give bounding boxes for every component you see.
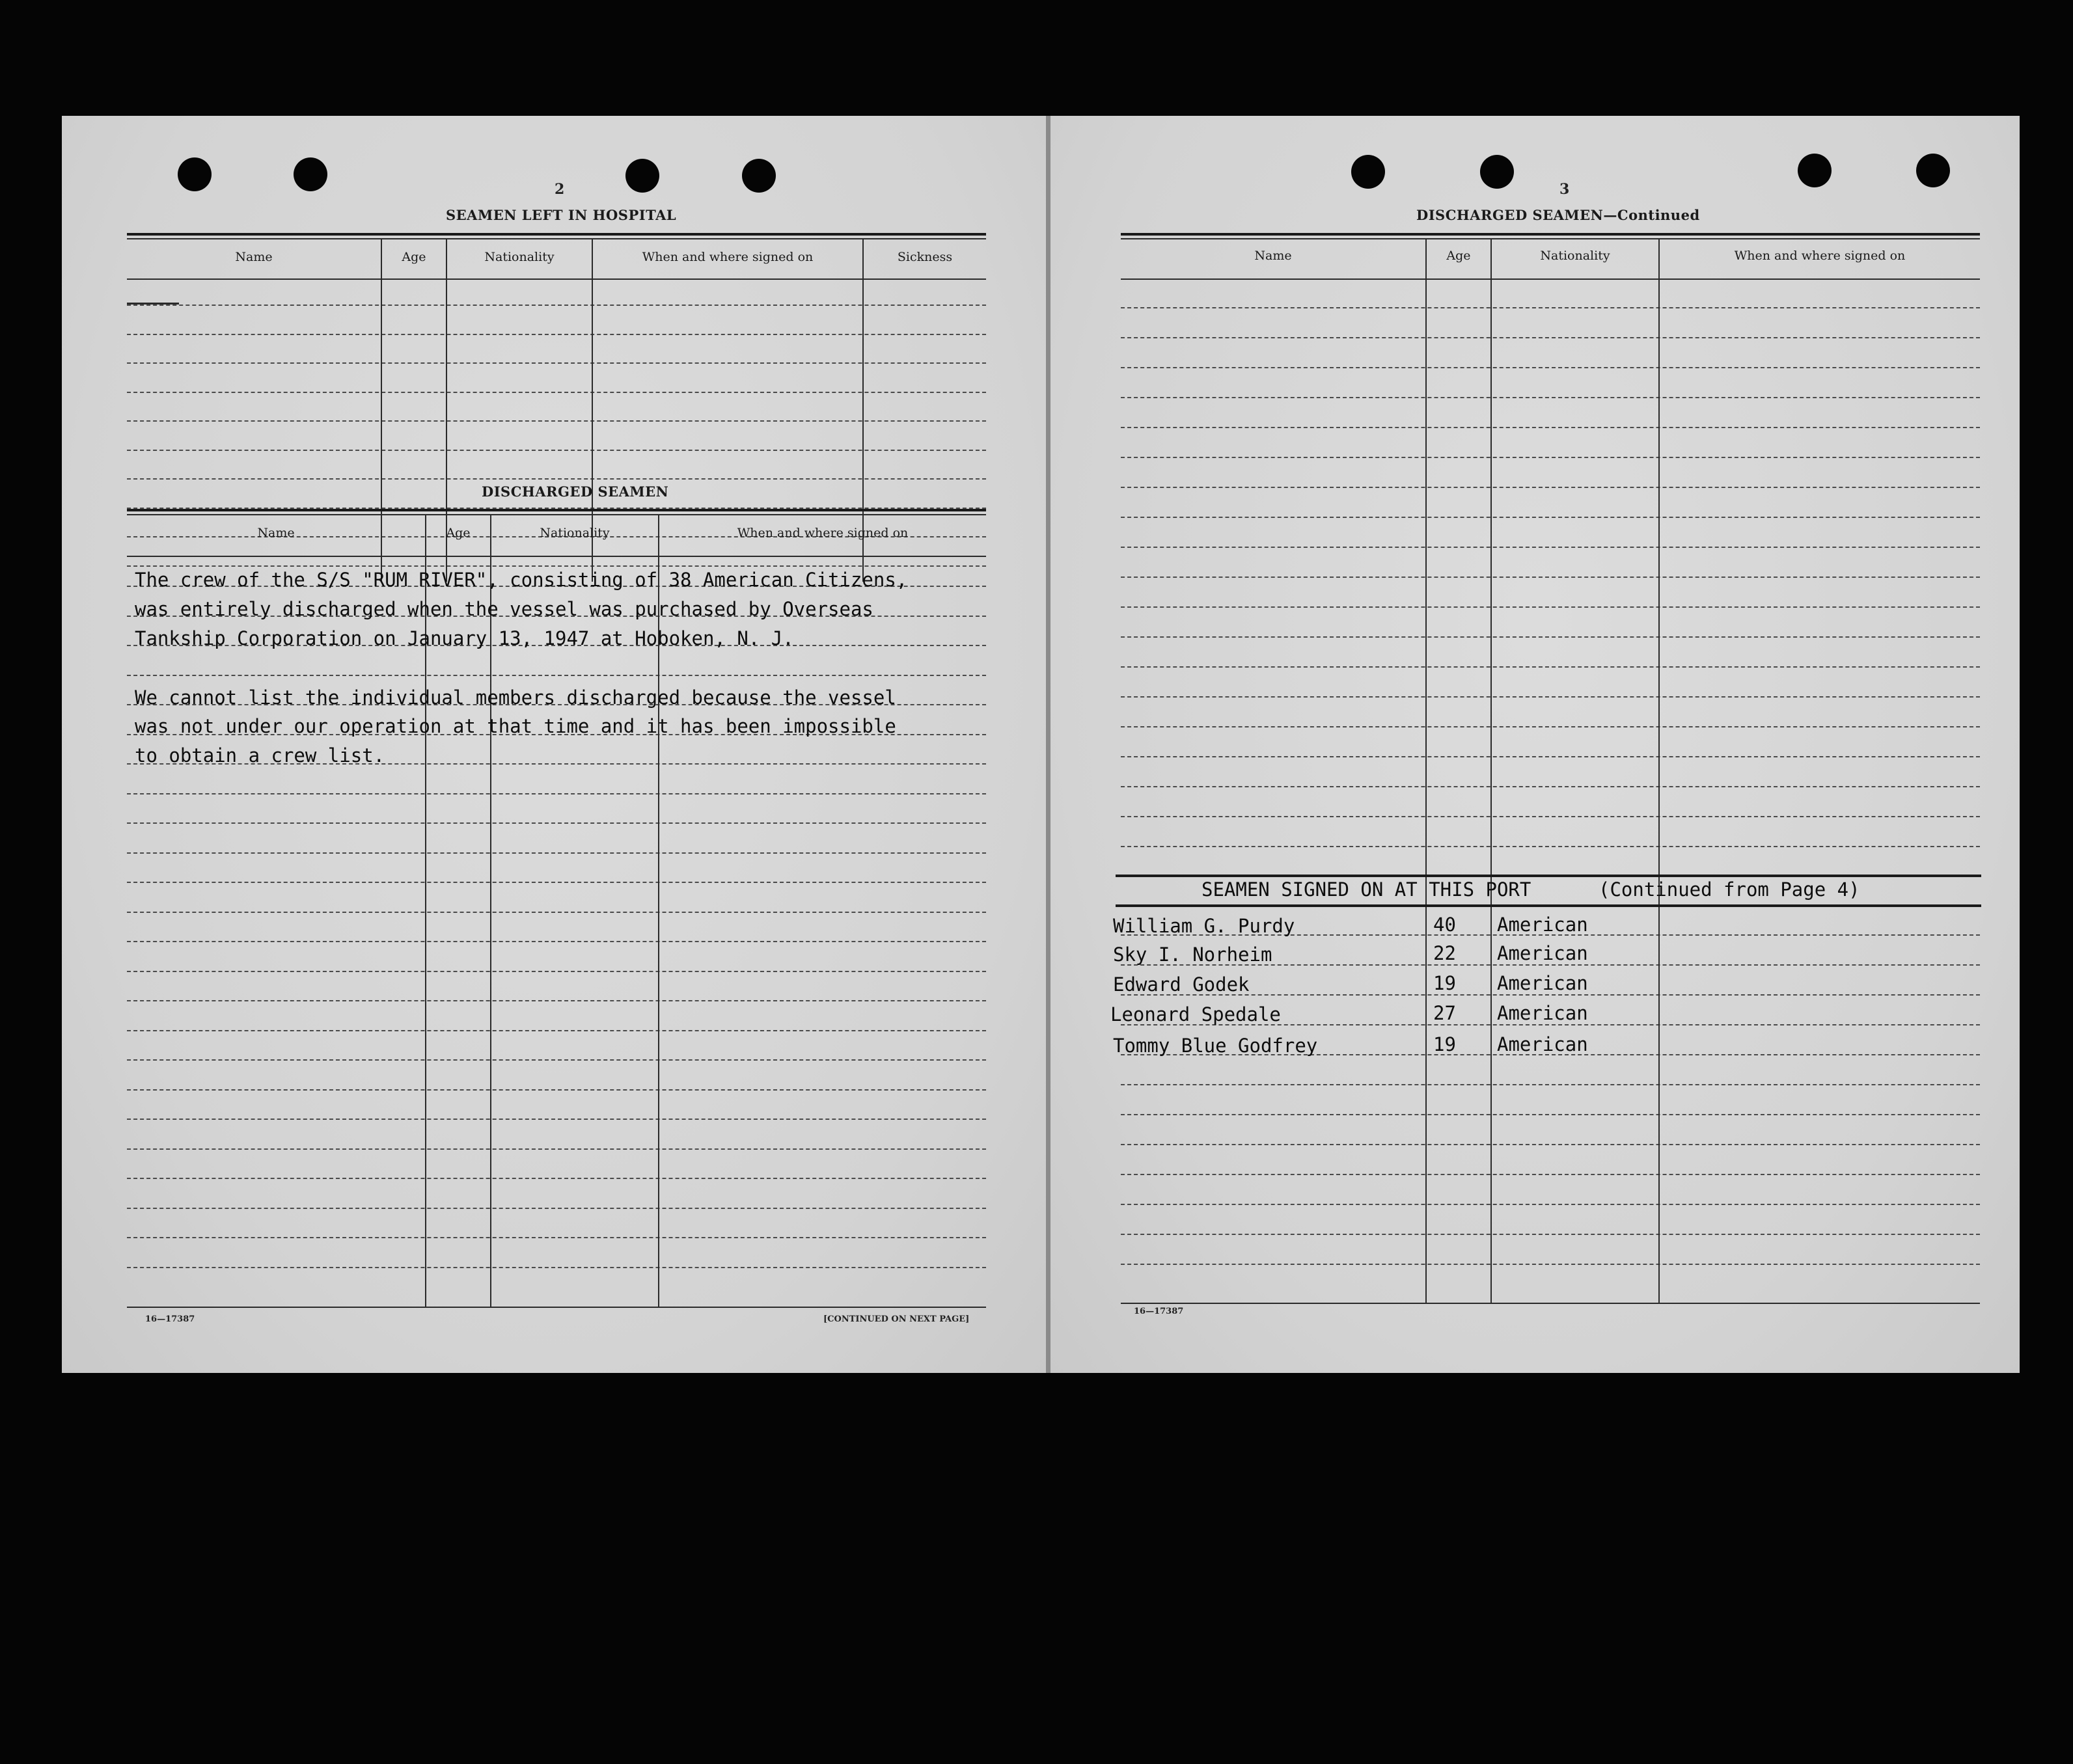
ruled-line bbox=[127, 305, 986, 306]
form-number: 16—17387 bbox=[1134, 1307, 1184, 1316]
ruled-line bbox=[127, 1119, 986, 1120]
seaman-name: William G. Purdy bbox=[1113, 915, 1295, 937]
punch-hole bbox=[1480, 155, 1514, 189]
ruled-line bbox=[1121, 1234, 1980, 1235]
col-signed-on: When and where signed on bbox=[642, 250, 814, 264]
seaman-name: Edward Godek bbox=[1113, 973, 1250, 996]
ruled-line bbox=[127, 565, 986, 567]
page-gutter bbox=[1046, 116, 1050, 1373]
punch-hole bbox=[1351, 155, 1385, 189]
ruled-line bbox=[1121, 636, 1980, 638]
seaman-age: 19 bbox=[1433, 1033, 1456, 1055]
ruled-line bbox=[1121, 606, 1980, 608]
seaman-age: 27 bbox=[1433, 1002, 1456, 1024]
ruled-line bbox=[127, 941, 986, 942]
col-name: Name bbox=[1254, 249, 1292, 263]
form-number: 16—17387 bbox=[145, 1314, 195, 1324]
typed-line: Tankship Corporation on January 13, 1947 at Hoboken, N. J. bbox=[135, 627, 794, 649]
col-nationality: Nationality bbox=[484, 250, 555, 264]
page-number: 3 bbox=[1559, 181, 1570, 198]
ruled-line bbox=[127, 478, 986, 480]
col-age: Age bbox=[402, 250, 426, 264]
signed-on-heading: SEAMEN SIGNED ON AT THIS PORT bbox=[1201, 878, 1531, 901]
seaman-nationality: American bbox=[1497, 942, 1588, 964]
ruled-line bbox=[127, 822, 986, 824]
discharged-continued-title: DISCHARGED SEAMEN—Continued bbox=[1416, 207, 1700, 223]
punch-hole bbox=[1798, 154, 1832, 187]
ruled-line bbox=[1121, 1084, 1980, 1085]
ruled-line bbox=[1121, 367, 1980, 368]
punch-hole bbox=[625, 159, 659, 193]
typed-line: The crew of the S/S "RUM RIVER", consisting of 38 American Citizens, bbox=[135, 569, 908, 591]
punch-hole bbox=[1916, 154, 1950, 187]
typed-line: was not under our operation at that time and it has been impossible bbox=[135, 715, 896, 737]
seaman-nationality: American bbox=[1497, 1002, 1588, 1024]
left-page bbox=[62, 116, 1046, 1373]
col-nationality: Nationality bbox=[540, 526, 610, 540]
col-sickness: Sickness bbox=[897, 250, 953, 264]
ruled-line bbox=[127, 882, 986, 883]
ruled-line bbox=[127, 334, 986, 335]
seaman-nationality: American bbox=[1497, 1033, 1588, 1055]
ruled-line bbox=[1121, 1174, 1980, 1175]
seaman-age: 40 bbox=[1433, 914, 1456, 936]
punch-hole bbox=[178, 157, 212, 191]
ruled-line bbox=[1121, 666, 1980, 668]
ruled-line bbox=[127, 392, 986, 393]
seaman-age: 22 bbox=[1433, 942, 1456, 964]
typed-line: We cannot list the individual members discharged because the vessel bbox=[135, 686, 896, 709]
continued-note: [CONTINUED ON NEXT PAGE] bbox=[823, 1314, 970, 1324]
ruled-line bbox=[127, 971, 986, 972]
ruled-line bbox=[1121, 337, 1980, 338]
col-name: Name bbox=[257, 526, 295, 540]
col-name: Name bbox=[235, 250, 273, 264]
ruled-line bbox=[1121, 487, 1980, 488]
seaman-name: Tommy Blue Godfrey bbox=[1113, 1035, 1318, 1057]
ruled-line bbox=[127, 450, 986, 451]
ruled-line bbox=[127, 675, 986, 676]
ruled-line bbox=[127, 793, 986, 794]
ruled-line bbox=[1121, 547, 1980, 548]
ruled-line bbox=[1121, 994, 1980, 996]
page-number: 2 bbox=[555, 181, 565, 198]
ruled-line bbox=[1121, 307, 1980, 308]
ruled-line bbox=[1121, 1114, 1980, 1115]
ruled-line bbox=[127, 1089, 986, 1091]
ruled-line bbox=[127, 420, 986, 422]
punch-hole bbox=[742, 159, 776, 193]
ruled-line bbox=[1121, 756, 1980, 757]
ruled-line bbox=[1121, 1204, 1980, 1205]
ruled-line bbox=[127, 1237, 986, 1238]
discharged-section-title: DISCHARGED SEAMEN bbox=[482, 483, 669, 500]
ruled-line bbox=[1121, 397, 1980, 398]
ruled-line bbox=[1121, 726, 1980, 727]
ruled-line bbox=[1121, 1264, 1980, 1265]
ruled-line bbox=[1121, 1144, 1980, 1145]
ruled-line bbox=[1121, 427, 1980, 428]
ruled-line bbox=[1121, 696, 1980, 698]
ruled-line bbox=[127, 1178, 986, 1179]
punch-hole bbox=[294, 157, 327, 191]
ruled-line bbox=[1121, 577, 1980, 578]
ruled-line bbox=[127, 1267, 986, 1268]
col-signed-on: When and where signed on bbox=[1734, 249, 1906, 263]
col-age: Age bbox=[1446, 249, 1471, 263]
ruled-line bbox=[127, 912, 986, 913]
ruled-line bbox=[127, 1000, 986, 1001]
seaman-name: Sky I. Norheim bbox=[1113, 943, 1272, 966]
ruled-line bbox=[127, 852, 986, 854]
typed-line: was entirely discharged when the vessel was purchased by Overseas bbox=[135, 598, 873, 620]
seaman-name: Leonard Spedale bbox=[1110, 1003, 1281, 1025]
ruled-line bbox=[1121, 786, 1980, 787]
ruled-line bbox=[1121, 517, 1980, 518]
ruled-line bbox=[127, 362, 986, 364]
typed-line: to obtain a crew list. bbox=[135, 744, 385, 767]
col-age: Age bbox=[446, 526, 471, 540]
seaman-nationality: American bbox=[1497, 972, 1588, 994]
ruled-line bbox=[1121, 457, 1980, 458]
hospital-section-title: SEAMEN LEFT IN HOSPITAL bbox=[446, 207, 677, 223]
signed-on-continued-note: (Continued from Page 4) bbox=[1599, 878, 1860, 901]
ruled-line bbox=[127, 1059, 986, 1061]
ruled-line bbox=[1121, 816, 1980, 817]
right-page bbox=[1050, 116, 2020, 1373]
ruled-line bbox=[127, 1208, 986, 1209]
ruled-line bbox=[127, 1030, 986, 1031]
col-nationality: Nationality bbox=[1540, 249, 1610, 263]
ruled-line bbox=[1121, 846, 1980, 847]
seaman-nationality: American bbox=[1497, 914, 1588, 936]
ruled-line bbox=[127, 1148, 986, 1150]
col-signed-on: When and where signed on bbox=[737, 526, 909, 540]
seaman-age: 19 bbox=[1433, 972, 1456, 994]
